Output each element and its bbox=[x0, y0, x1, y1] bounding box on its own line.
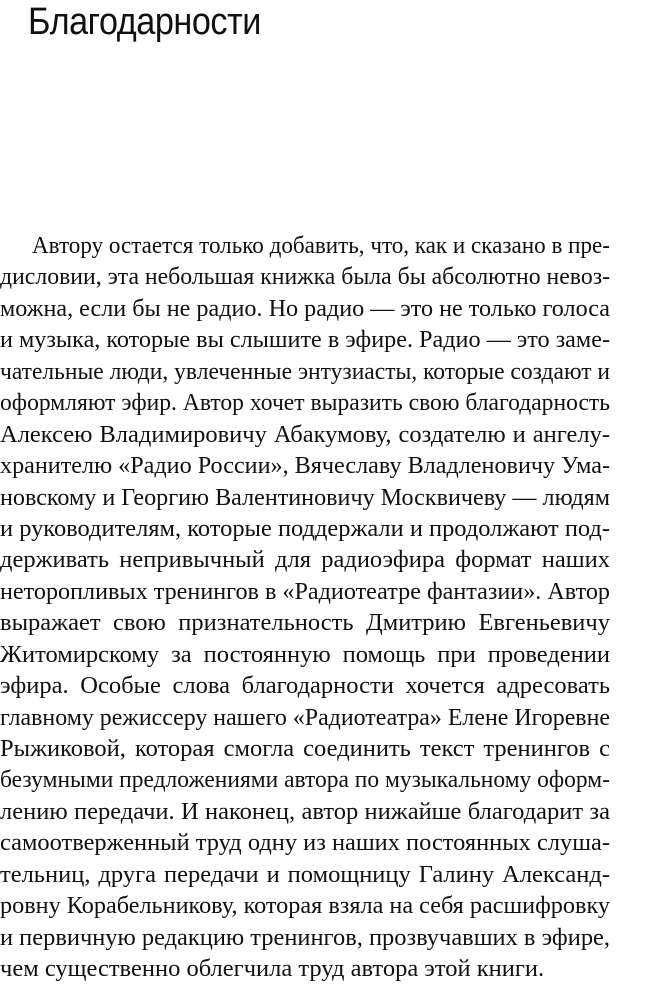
text-line: выражает свою признательность Дмитрию Евгеньевичу bbox=[0, 609, 610, 637]
text-line: Житомирскому за постоянную помощь при проведении bbox=[0, 640, 610, 668]
acknowledgements-paragraph bbox=[0, 230, 620, 985]
text-line: Автору остается только добавить, что, как и сказано в пре- bbox=[32, 232, 610, 259]
text-line: чательные люди, увлеченные энтузиасты, которые создают и bbox=[0, 357, 610, 385]
text-line: лению передачи. И наконец, автор нижайше благодарит за bbox=[0, 797, 610, 825]
text-line: новскому и Георгию Валентиновичу Москвичеву — людям bbox=[0, 483, 610, 511]
text-line: Алексею Владимировичу Абакумову, создателю и ангелу- bbox=[0, 420, 610, 448]
text-line: и музыка, которые вы слышите в эфире. Радио — это заме- bbox=[0, 326, 610, 354]
text-line: чем существенно облегчила труд автора этой книги. bbox=[0, 955, 545, 983]
text-line: эфира. Особые слова благодарности хочется адресовать bbox=[0, 672, 610, 700]
text-line: неторопливых тренингов в «Радиотеатре фантазии». Автор bbox=[0, 577, 610, 605]
text-line: и руководителям, которые поддержали и продолжают под- bbox=[0, 514, 610, 542]
text-line: хранителю «Радио России», Вячеславу Владленовичу Ума- bbox=[0, 452, 610, 480]
text-line: дисловии, эта небольшая книжка была бы абсолютно невоз- bbox=[0, 263, 610, 291]
text-line: и первичную редакцию тренингов, прозвучавших в эфире, bbox=[0, 923, 610, 951]
text-line: тельниц, друга передачи и помощницу Галину Александ- bbox=[0, 860, 610, 888]
text-line: можна, если бы не радио. Но радио — это не только голоса bbox=[0, 294, 610, 322]
text-line: ровну Корабельникову, которая взяла на себя расшифровку bbox=[0, 892, 610, 920]
text-line: главному режиссеру нашего «Радиотеатра» Елене Игоревне bbox=[0, 703, 610, 731]
text-line: оформляют эфир. Автор хочет выразить свою благодарность bbox=[0, 389, 610, 417]
text-line: самоотверженный труд одну из наших постоянных слуша- bbox=[0, 829, 610, 857]
text-line: безумными предложениями автора по музыкальному оформ- bbox=[0, 766, 610, 794]
text-line: Рыжиковой, которая смогла соединить текст тренингов с bbox=[0, 735, 610, 762]
text-line: держивать непривычный для радиоэфира формат наших bbox=[0, 546, 610, 574]
chapter-title: Благодарности bbox=[28, 1, 261, 43]
